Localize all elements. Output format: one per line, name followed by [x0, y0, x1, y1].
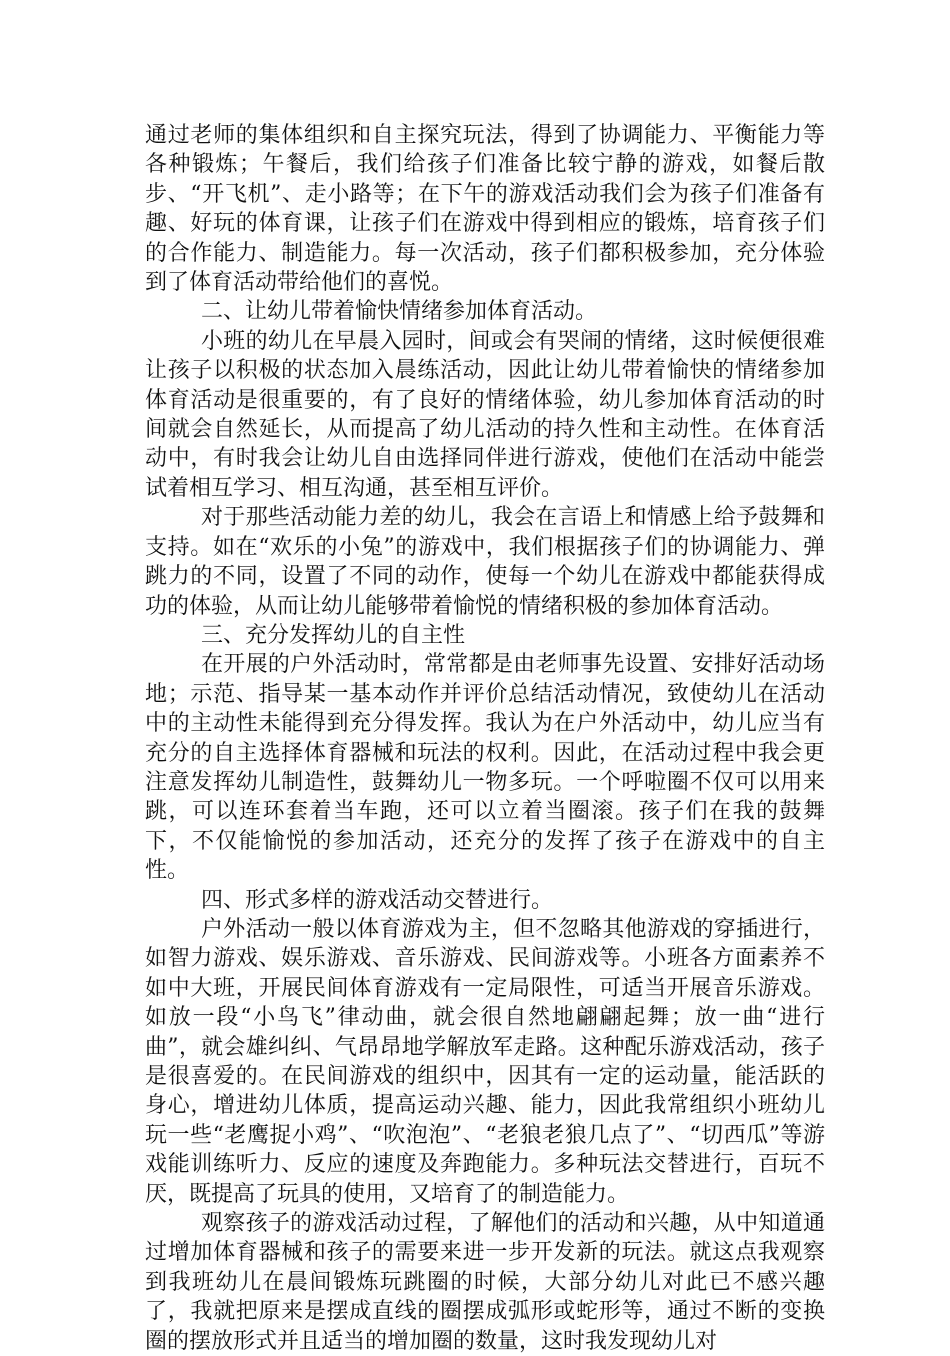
paragraph: 观察孩子的游戏活动过程，了解他们的活动和兴趣，从中知道通过增加体育器械和孩子的需要来进一步开发新的玩法。就这点我观察到我班幼儿在晨间锻炼玩跳圈的时候，大部分幼儿对此已不感兴趣了，我就把原来是摆成直线的圈摆成弧形或蛇形等，通过不断的变换圈的摆放形式并且适当的增加圈的数量，这时我发现幼儿对: [145, 1211, 825, 1354]
section-heading-3: 三、充分发挥幼儿的自主性: [201, 622, 466, 648]
document-body: [145, 121, 825, 1356]
paragraph: 小班的幼儿在早晨入园时，间或会有哭闹的情绪，这时候便很难让孩子以积极的状态加入晨练活动，因此让幼儿带着愉快的情绪参加体育活动是很重要的，有了良好的情绪体验，幼儿参加体育活动的时间就会自然延长，从而提高了幼儿活动的持久性和主动性。在体育活动中，有时我会让幼儿自由选择同伴进行游戏，使他们在活动中能尝试着相互学习、相互沟通，甚至相互评价。: [145, 328, 825, 501]
section-heading-2: 二、让幼儿带着愉快情绪参加体育活动。: [201, 299, 598, 325]
paragraph: 户外活动一般以体育游戏为主，但不忽略其他游戏的穿插进行，如智力游戏、娱乐游戏、音乐游戏、民间游戏等。小班各方面素养不如中大班，开展民间体育游戏有一定局限性，可适当开展音乐游戏。如放一段“小鸟飞”律动曲，就会很自然地翩翩起舞；放一曲“进行曲”，就会雄纠纠、气昂昂地学解放军走路。这种配乐游戏活动，孩子是很喜爱的。在民间游戏的组织中，因其有一定的运动量，能活跃的身心，增进幼儿体质，提高运动兴趣、能力，因此我常组织小班幼儿玩一些“老鹰捉小鸡”、“吹泡泡”、“老狼老狼几点了”、“切西瓜”等游戏能训练听力、反应的速度及奔跑能力。多种玩法交替进行，百玩不厌，既提高了玩具的使用，又培育了的制造能力。: [145, 916, 825, 1207]
paragraph: 对于那些活动能力差的幼儿，我会在言语上和情感上给予鼓舞和支持。如在“欢乐的小兔”的游戏中，我们根据孩子们的协调能力、弹跳力的不同，设置了不同的动作，使每一个幼儿在游戏中都能获得成功的体验，从而让幼儿能够带着愉悦的情绪积极的参加体育活动。: [145, 505, 825, 619]
paragraph: 在开展的户外活动时，常常都是由老师事先设置、安排好活动场地；示范、指导某一基本动作并评价总结活动情况，致使幼儿在活动中的主动性未能得到充分得发挥。我认为在户外活动中，幼儿应当有充分的自主选择体育器械和玩法的权利。因此，在活动过程中我会更注意发挥幼儿制造性，鼓舞幼儿一物多玩。一个呼啦圈不仅可以用来跳，可以连环套着当车跑，还可以立着当圈滚。孩子们在我的鼓舞下，不仅能愉悦的参加活动，还充分的发挥了孩子在游戏中的自主性。: [145, 652, 825, 884]
paragraph-continuation: 通过老师的集体组织和自主探究玩法，得到了协调能力、平衡能力等各种锻炼；午餐后，我们给孩子们准备比较宁静的游戏，如餐后散步、“开飞机”、走小路等；在下午的游戏活动我们会为孩子们准备有趣、好玩的体育课，让孩子们在游戏中得到相应的锻炼，培育孩子们的合作能力、制造能力。每一次活动，孩子们都积极参加，充分体验到了体育活动带给他们的喜悦。: [145, 123, 825, 296]
section-heading-4: 四、形式多样的游戏活动交替进行。: [201, 887, 554, 913]
